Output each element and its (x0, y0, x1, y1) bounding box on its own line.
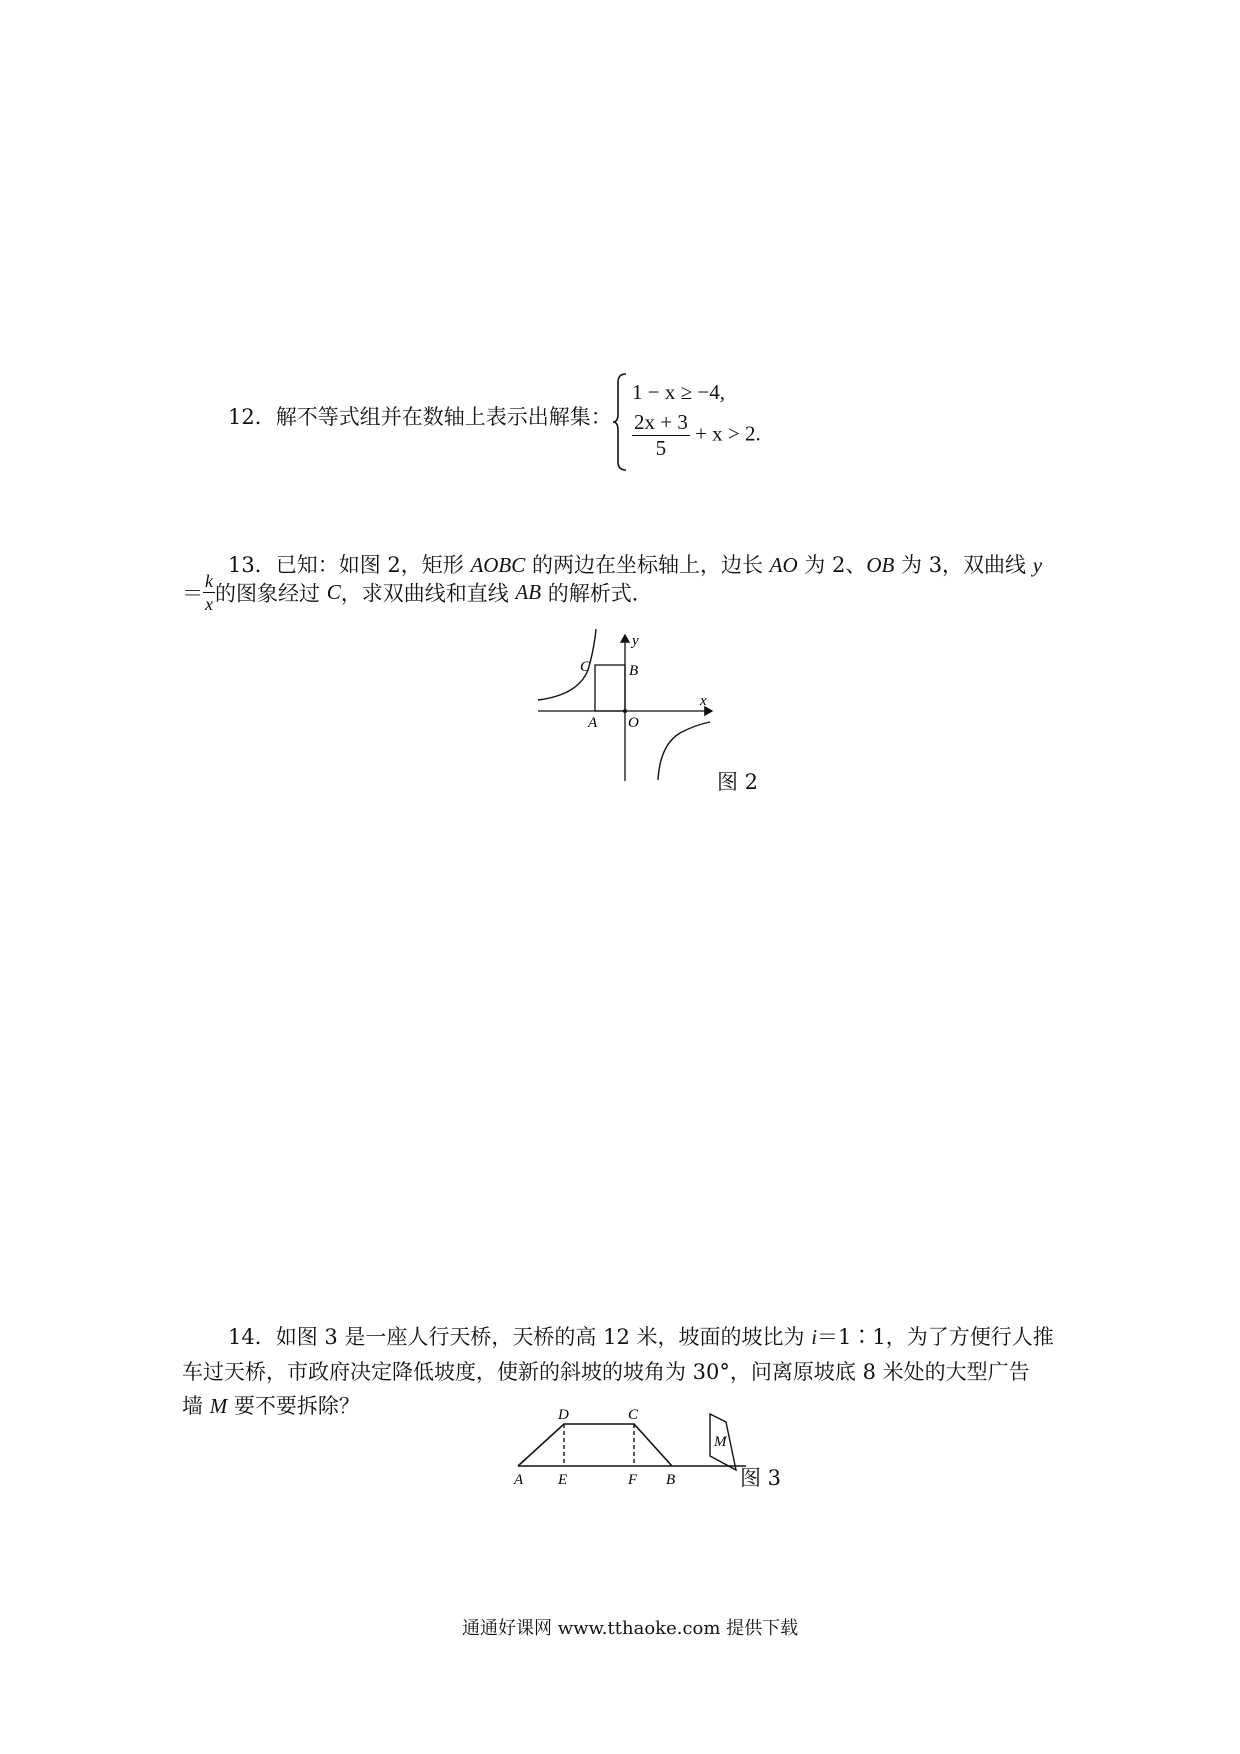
q13-text: 为 3，双曲线 (894, 553, 1033, 577)
hyperbola-branch-lower-right (658, 722, 710, 780)
q14-line-3 (182, 1390, 360, 1420)
q12-fraction-denominator: 5 (655, 436, 667, 460)
figure-3-caption: 图 3 (740, 1466, 782, 1490)
q14-line-1 (228, 1321, 1054, 1351)
q13-text: 13．已知：如图 2，矩形 (228, 553, 471, 577)
q12-brace (612, 372, 628, 477)
q12-fraction-numerator: 2x + 3 (634, 410, 688, 434)
label-y: y (632, 633, 639, 649)
q14-wall-m: M (209, 1394, 228, 1418)
q14-text: ＝1∶1，为了方便行人推 (817, 1325, 1054, 1349)
q13-equals: ＝ (182, 581, 203, 606)
bridge-trapezoid (518, 1424, 672, 1466)
q13-segment-ob: OB (866, 553, 895, 577)
label-b: B (629, 663, 639, 679)
q13-var-y: y (1032, 553, 1043, 577)
origin-point (623, 709, 627, 713)
figure-2-caption: 图 2 (717, 770, 759, 794)
label-e: E (558, 1472, 568, 1488)
label-m: M (714, 1434, 727, 1450)
q13-line-2 (182, 572, 653, 613)
label-d: D (558, 1408, 569, 1423)
q13-line-ab: AB (515, 580, 542, 604)
page-footer: 通通好课网 www.tthaoke.com 提供下载 (462, 1618, 799, 1639)
label-x: x (700, 693, 707, 709)
q14-var-i: i (811, 1325, 818, 1349)
q13-text: 的解析式． (541, 581, 653, 606)
q13-text: 的两边在坐标轴上，边长 (525, 553, 770, 577)
q12-fraction (632, 412, 690, 459)
q13-point-c: C (326, 580, 341, 604)
q13-segment-ao: AO (769, 553, 798, 577)
q13-text: 为 2、 (797, 553, 867, 577)
q13-text: 的图象经过 (215, 581, 327, 606)
q14-text: 墙 (182, 1394, 210, 1418)
q14-figure (500, 1408, 760, 1488)
q13-fraction-k: k (205, 571, 213, 591)
q12-label: 12．解不等式组并在数轴上表示出解集： (228, 405, 612, 429)
label-b: B (666, 1472, 676, 1488)
q14-text: 要不要拆除？ (227, 1394, 360, 1418)
q12-inequality-2-tail: + x > 2. (695, 421, 761, 446)
q13-text: ，求双曲线和直线 (340, 581, 516, 606)
q13-fraction (203, 572, 215, 613)
q14-text: 14．如图 3 是一座人行天桥，天桥的高 12 米，坡面的坡比为 (228, 1325, 812, 1349)
label-o: O (628, 715, 639, 731)
q13-fraction-x: x (205, 594, 213, 614)
label-a: A (588, 715, 598, 731)
q12-inequality-1: 1 − x ≥ −4, (632, 380, 725, 404)
label-a: A (514, 1472, 524, 1488)
q13-rect-name: AOBC (470, 553, 526, 577)
label-c: C (628, 1408, 639, 1423)
q12-inequality-2 (632, 412, 761, 459)
q14-line-2: 车过天桥，市政府决定降低坡度，使新的斜坡的坡角为 30°，问离原坡底 8 米处的大型广告 (182, 1360, 1030, 1384)
rectangle-aobc (595, 665, 625, 711)
label-c: C (580, 659, 591, 675)
label-f: F (628, 1472, 638, 1488)
